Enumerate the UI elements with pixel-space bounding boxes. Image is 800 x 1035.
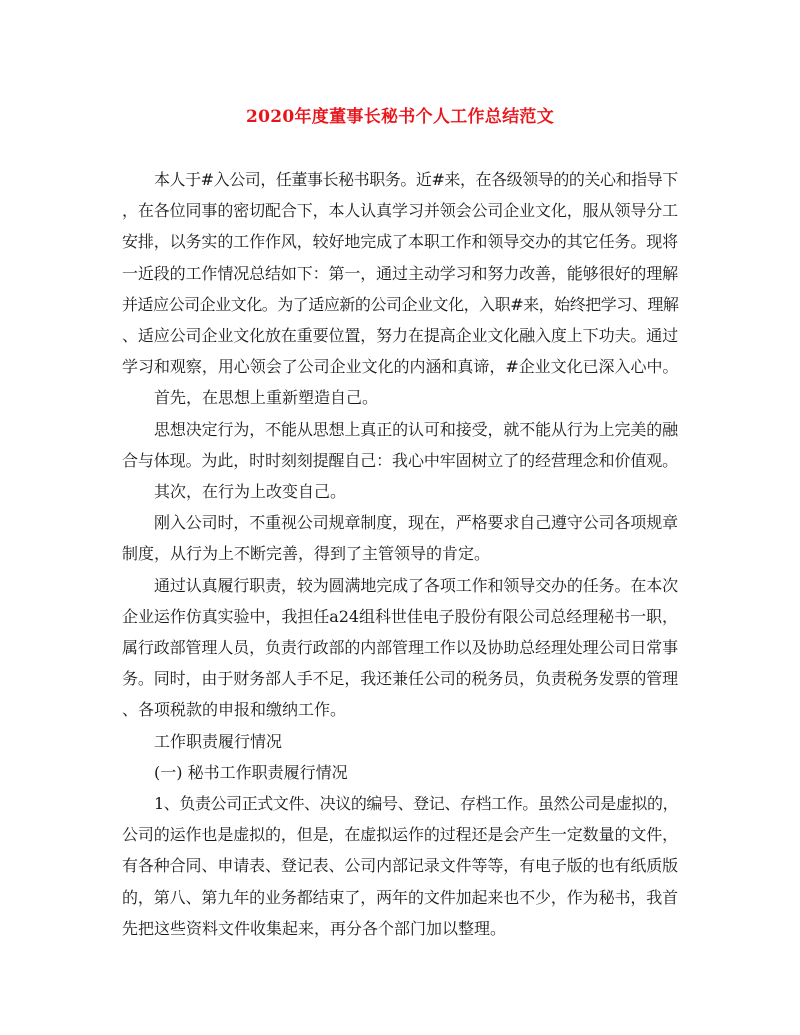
paragraph-line: 属行政部管理人员，负责行政部的内部管理工作以及协助总经理处理公司日常事 [122,638,679,658]
paragraph-line: 的，第八、第九年的业务都结束了，两年的文件加起来也不少，作为秘书，我首 [122,887,679,907]
body-paragraph [122,788,678,944]
body-paragraph [122,570,678,726]
body-paragraph [122,164,678,382]
paragraph-line: 企业运作仿真实验中，我担任a24组科世佳电子股份有限公司总经理秘书一职， [122,606,678,626]
paragraph-line: 先把这些资料文件收集起来，再分各个部门加以整理。 [122,918,507,938]
document-body [122,164,678,944]
body-paragraph [122,476,678,507]
paragraph-line: 思想决定行为，不能从思想上真正的认可和接受，就不能从行为上完美的融 [154,419,679,439]
paragraph-line: ，在各位同事的密切配合下，本人认真学习并领会公司企业文化，服从领导分工 [122,201,679,221]
paragraph-line: 学习和观察，用心领会了公司企业文化的内涵和真谛，#企业文化已深入心中。 [122,357,679,377]
paragraph-line: 1、负责公司正式文件、决议的编号、登记、存档工作。虽然公司是虚拟的， [154,794,679,814]
body-paragraph [122,507,678,569]
paragraph-line: 并适应公司企业文化。为了适应新的公司企业文化，入职#来，始终把学习、理解 [122,294,679,314]
paragraph-line: 首先，在思想上重新塑造自己。 [154,388,379,408]
paragraph-line: 务。同时，由于财务部人手不足，我还兼任公司的税务员，负责税务发票的管理 [122,669,679,689]
paragraph-line: 本人于#入公司，任董事长秘书职务。近#来，在各级领导的的关心和指导下 [154,170,678,189]
paragraph-line: 公司的运作也是虚拟的，但是，在虚拟运作的过程还是会产生一定数量的文件， [122,825,679,845]
paragraph-line: (一) 秘书工作职责履行情况 [154,762,348,782]
document-title: 2020年度董事长秘书个人工作总结范文 [245,107,554,127]
paragraph-line: 刚入公司时，不重视公司规章制度，现在，严格要求自己遵守公司各项规章 [154,513,679,533]
paragraph-line: 工作职责履行情况 [154,731,283,751]
paragraph-line: 其次，在行为上改变自己。 [154,482,347,502]
paragraph-line: 合与体现。为此，时时刻刻提醒自己：我心中牢固树立了的经营理念和价值观。 [122,450,679,470]
body-paragraph [122,382,678,413]
paragraph-line: 、适应公司企业文化放在重要位置，努力在提高企业文化融入度上下功夫。通过 [122,326,679,346]
paragraph-line: 、各项税款的申报和缴纳工作。 [122,700,347,720]
body-paragraph [122,414,678,476]
paragraph-line: 通过认真履行职责，较为圆满地完成了各项工作和领导交办的任务。在本次 [154,575,679,595]
body-paragraph [122,726,678,757]
paragraph-line: 制度，从行为上不断完善，得到了主管领导的肯定。 [122,544,491,564]
body-paragraph [122,757,678,788]
paragraph-line: 安排，以务实的工作作风，较好地完成了本职工作和领导交办的其它任务。现将 [122,232,679,252]
paragraph-line: 有各种合同、申请表、登记表、公司内部记录文件等等，有电子版的也有纸质版 [122,856,679,876]
paragraph-line: 一近段的工作情况总结如下：第一，通过主动学习和努力改善，能够很好的理解 [122,263,679,283]
